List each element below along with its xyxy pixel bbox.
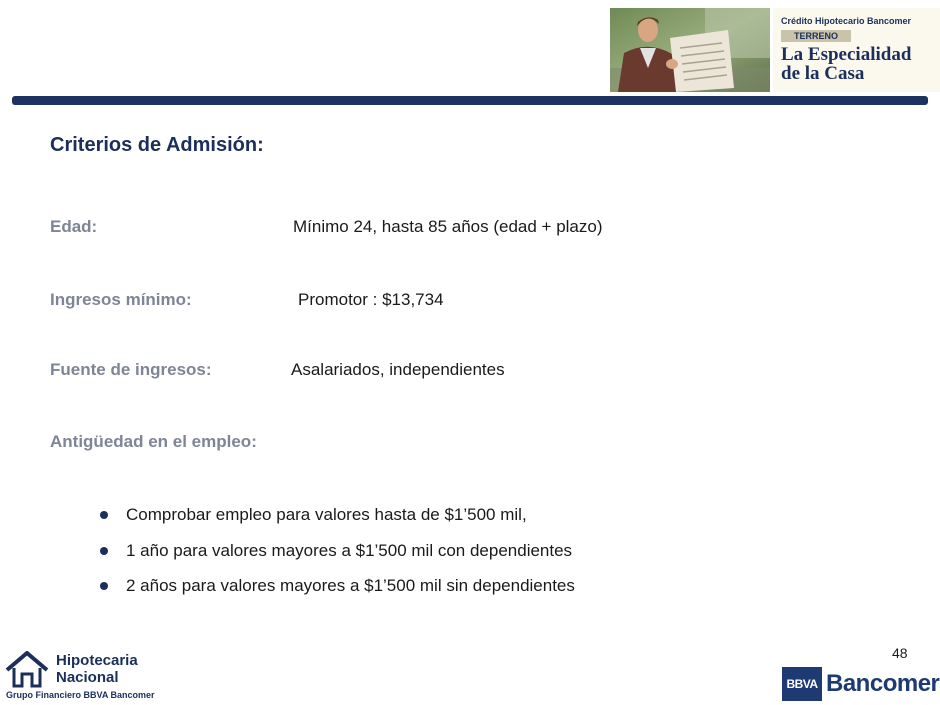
list-item-text: Comprobar empleo para valores hasta de $1’500 mil, (126, 505, 527, 524)
page-number: 48 (892, 645, 908, 661)
list-item (100, 505, 527, 525)
criterion-value-fuente: Asalariados, independientes (291, 360, 505, 379)
list-item (100, 541, 572, 561)
criterion-value-ingresos: Promotor : $13,734 (298, 290, 444, 309)
hn-logo-line-2: Nacional (56, 669, 119, 686)
header-divider-bar (12, 96, 928, 105)
hn-logo-subtitle: Grupo Financiero BBVA Bancomer (6, 690, 155, 700)
bbva-mark: BBVA (782, 667, 822, 701)
list-item-text: 1 año para valores mayores a $1’500 mil con dependientes (126, 541, 573, 560)
criterion-label-antiguedad: Antigüedad en el empleo: (50, 432, 257, 451)
credit-line: Crédito Hipotecario Bancomer (781, 16, 912, 26)
page-title: Criterios de Admisión: (50, 134, 264, 156)
criterion-label-fuente: Fuente de ingresos: (50, 360, 212, 379)
criterion-label-edad: Edad: (50, 217, 98, 236)
list-item (100, 576, 575, 596)
bullet-dot-icon (100, 582, 108, 590)
house-icon (4, 650, 50, 688)
tagline-line-1: La Especialidad (781, 44, 912, 65)
criterion-value-edad: Mínimo 24, hasta 85 años (edad + plazo) (293, 217, 603, 236)
header-banner (610, 8, 940, 92)
man-reading-newspaper-image (610, 8, 770, 92)
brand-panel (773, 8, 940, 92)
banner-photo (610, 8, 770, 92)
bullet-dot-icon (100, 511, 108, 519)
tagline-line-2: de la Casa (781, 63, 865, 84)
bbva-bancomer-logo (782, 665, 940, 705)
bullet-dot-icon (100, 547, 108, 555)
criterion-label-ingresos: Ingresos mínimo: (50, 290, 192, 309)
list-item-text: 2 años para valores mayores a $1’500 mil sin dependientes (126, 576, 575, 595)
bancomer-wordmark: Bancomer (826, 670, 940, 697)
hipotecaria-nacional-logo (4, 650, 164, 705)
terreno-badge: TERRENO (781, 30, 851, 42)
hn-logo-line-1: Hipotecaria (56, 652, 138, 669)
